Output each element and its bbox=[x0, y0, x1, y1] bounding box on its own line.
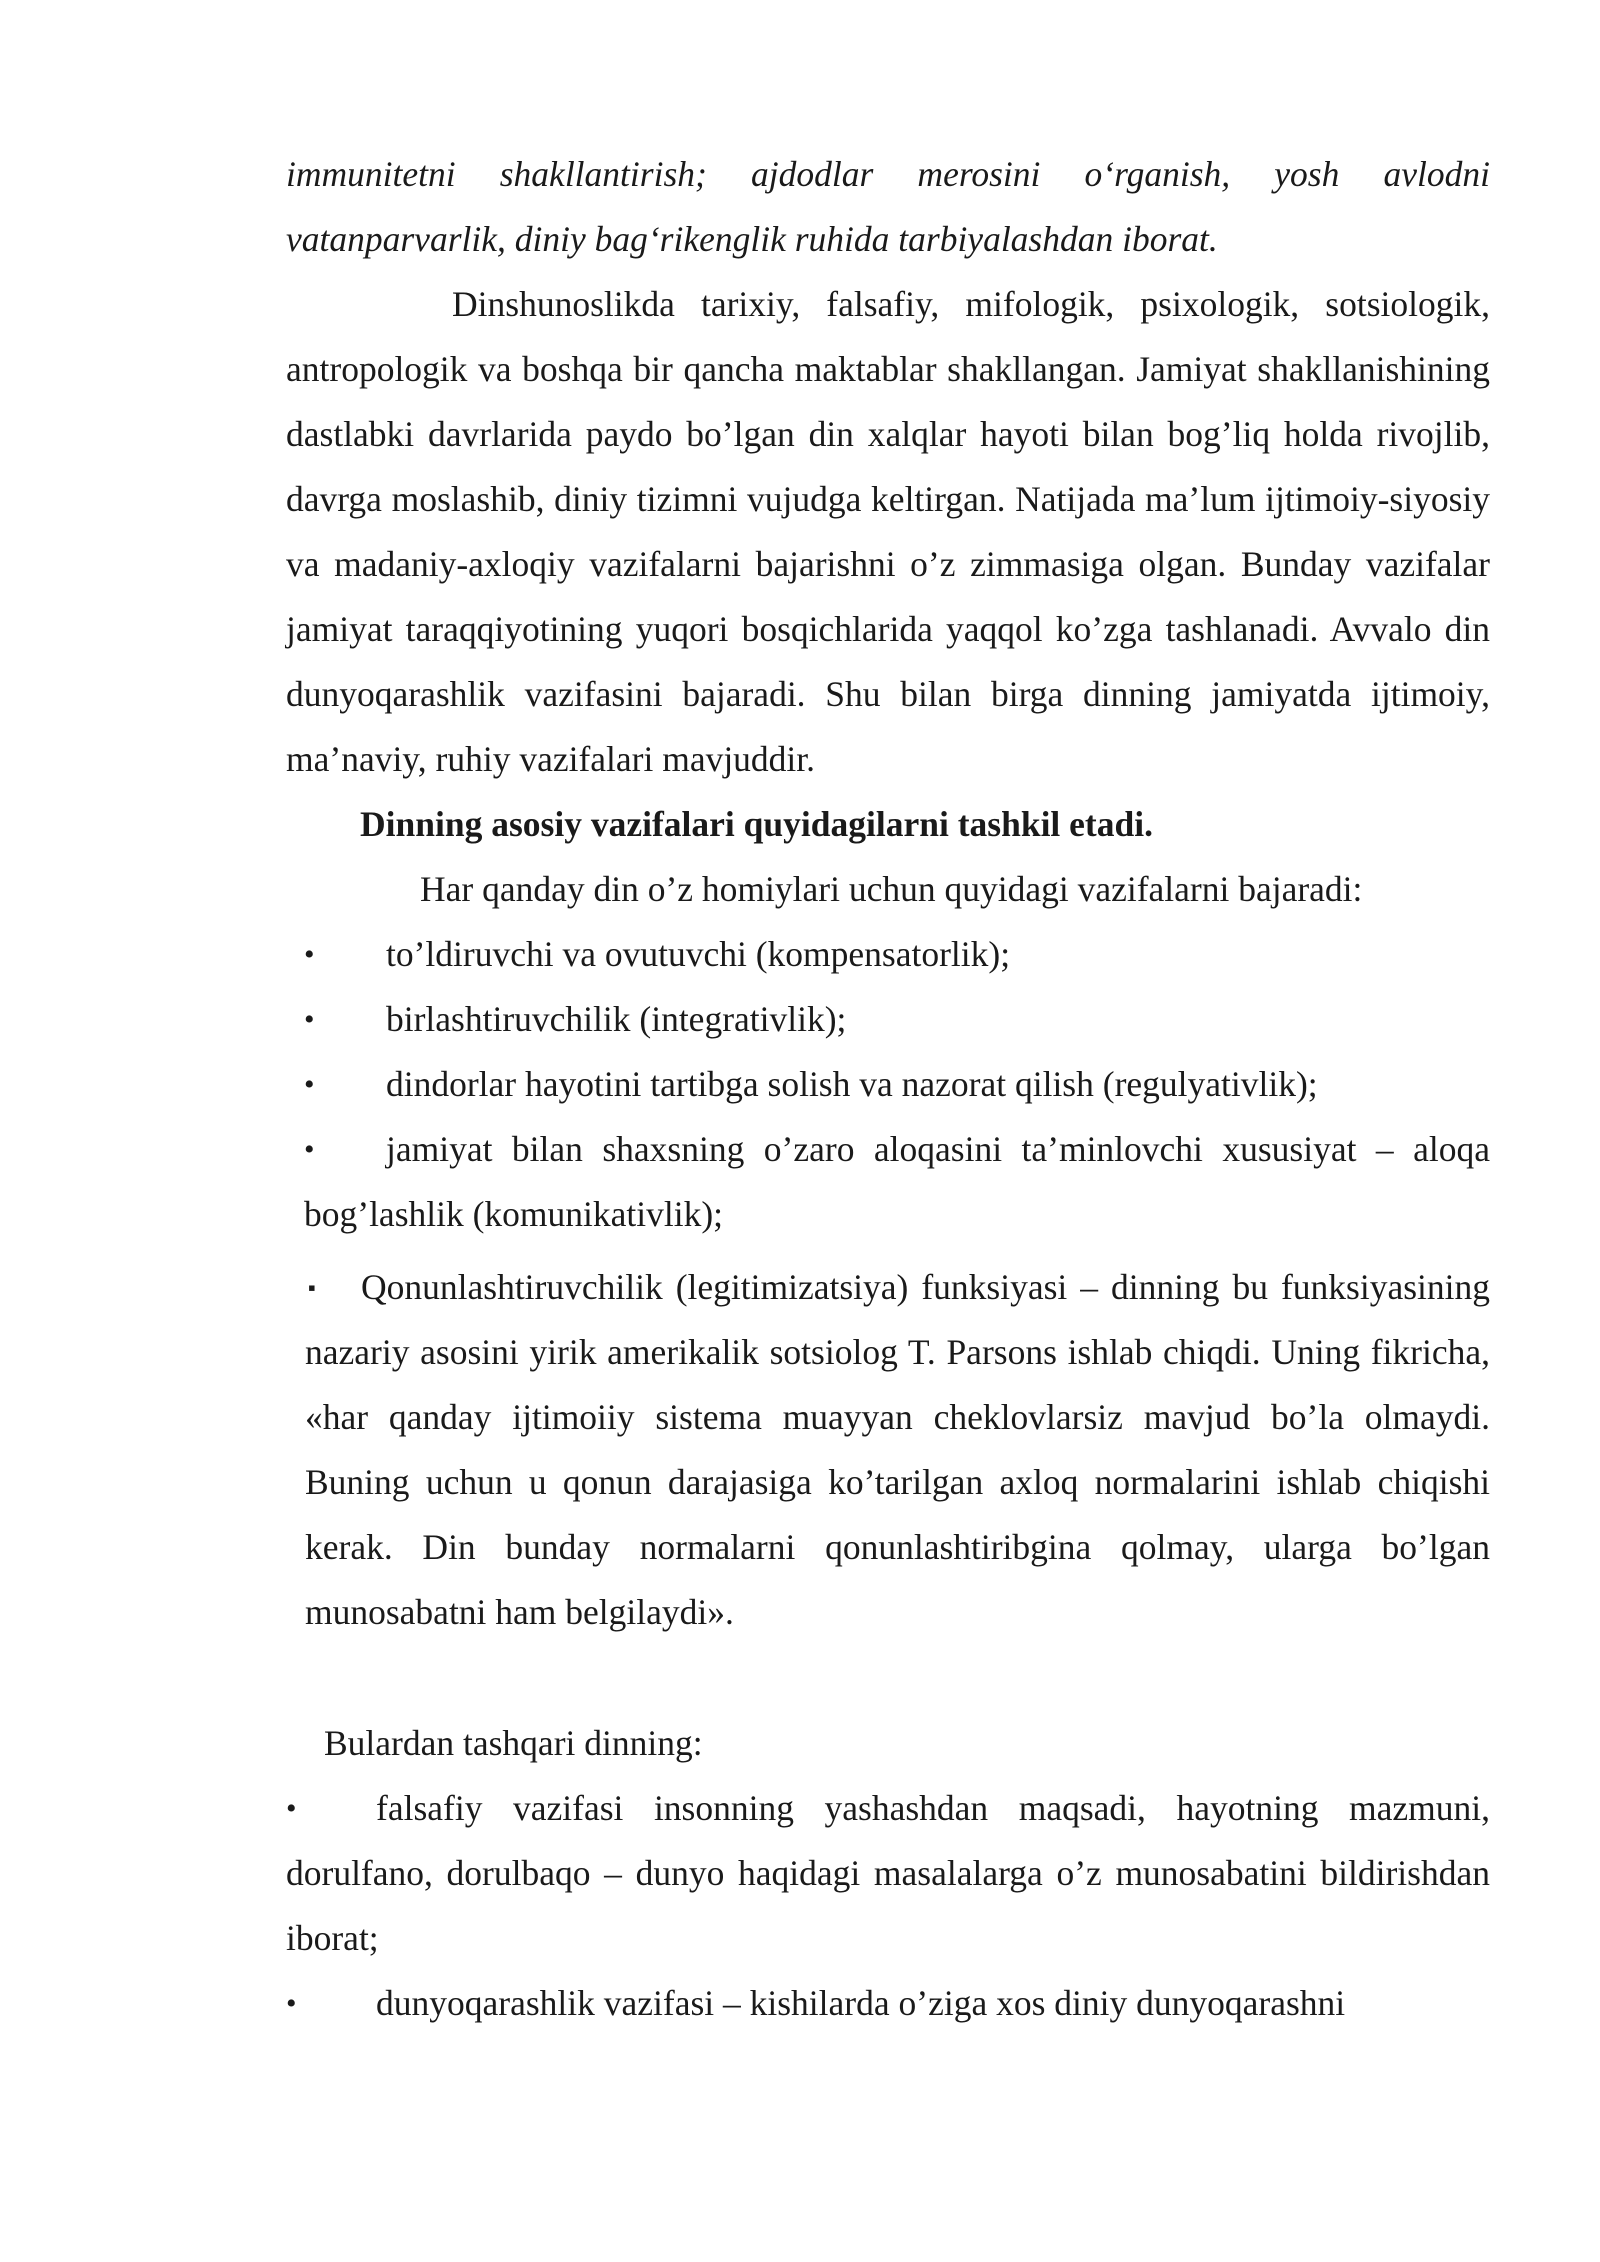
bullet-icon: • bbox=[304, 1133, 315, 1166]
list-item bbox=[286, 1117, 1490, 1247]
list-item bbox=[286, 922, 1490, 987]
other-functions-list bbox=[286, 1776, 1490, 2036]
list-item-text: dunyoqarashlik vazifasi – kishilarda o’ziga xos diniy dunyoqarashni bbox=[376, 1983, 1346, 2023]
list-item-text: birlashtiruvchilik (integrativlik); bbox=[386, 999, 847, 1039]
functions-intro: Har qanday din o’z homiylari uchun quyidagi vazifalarni bajaradi: bbox=[420, 869, 1363, 909]
list-item-text: dindorlar hayotini tartibga solish va nazorat qilish (regulyativlik); bbox=[386, 1064, 1318, 1104]
list-item bbox=[286, 1776, 1490, 1971]
bullet-icon: • bbox=[304, 1068, 315, 1101]
list-item-text: falsafiy vazifasi insonning yashashdan maqsadi, hayotning mazmuni, dorulfano, dorulbaqo – dunyo haqidagi masalalarga o’z munosabatini bildirishdan iborat; bbox=[286, 1788, 1490, 1958]
bullet-icon: • bbox=[304, 938, 315, 971]
list-item-text: jamiyat bilan shaxsning o’zaro aloqasini ta’minlovchi xususiyat – aloqa bog’lashlik (komunikativlik); bbox=[304, 1129, 1490, 1234]
list-item bbox=[286, 987, 1490, 1052]
square-bullet-icon: ▪ bbox=[308, 1275, 316, 1300]
bullet-icon: • bbox=[304, 1003, 315, 1036]
legitimization-text: Qonunlashtiruvchilik (legitimizatsiya) funksiyasi – dinning bu funksiyasining nazariy asosini yirik amerikalik sotsiolog T. Parsons ishlab chiqdi. Uning fikricha, «har qanday ijtimoiiy sistema muayyan cheklovlarsiz mavjud bo’la olmaydi. Buning uchun u qonun darajasiga ko’tarilgan axloq normalarini ishlab chiqishi kerak. Din bunday normalarni qonunlashtiribgina qolmay, ularga bo’lgan munosabatni ham belgilaydi». bbox=[305, 1267, 1490, 1632]
document-body bbox=[286, 142, 1490, 2036]
list-item bbox=[286, 1971, 1490, 2036]
functions-list bbox=[286, 922, 1490, 1247]
paragraph-schools-of-religious-studies: Dinshunoslikda tarixiy, falsafiy, mifologik, psixologik, sotsiologik, antropologik va boshqa bir qancha maktablar shakllangan. Jamiyat shakllanishining dastlabki davrlarida paydo bo’lgan din xalqlar hayoti bilan bog’liq holda rivojlib, davrga moslashib, diniy tizimni vujudga keltirgan. Natijada ma’lum ijtimoiy-siyosiy va madaniy-axloqiy vazifalarni bajarishni o’z zimmasiga olgan. Bunday vazifalar jamiyat taraqqiyotining yuqori bosqichlarida yaqqol ko’zga tashlanadi. Avvalo din dunyoqarashlik vazifasini bajaradi. Shu bilan birga dinning jamiyatda ijtimoiy, ma’naviy, ruhiy vazifalari mavjuddir. bbox=[286, 284, 1490, 779]
legitimization-paragraph bbox=[286, 1255, 1490, 1645]
bullet-icon: • bbox=[286, 1987, 297, 2020]
bullet-icon: • bbox=[286, 1792, 297, 1825]
besides-label: Bulardan tashqari dinning: bbox=[324, 1723, 703, 1763]
list-item-text: to’ldiruvchi va ovutuvchi (kompensatorlik); bbox=[386, 934, 1011, 974]
paragraph-goals-continuation: immunitetni shakllantirish; ajdodlar merosini o‘rganish, yosh avlodni vatanparvarlik, diniy bag‘rikenglik ruhida tarbiyalashdan iborat. bbox=[286, 154, 1490, 259]
list-item bbox=[286, 1052, 1490, 1117]
section-heading: Dinning asosiy vazifalari quyidagilarni tashkil etadi. bbox=[360, 804, 1153, 844]
